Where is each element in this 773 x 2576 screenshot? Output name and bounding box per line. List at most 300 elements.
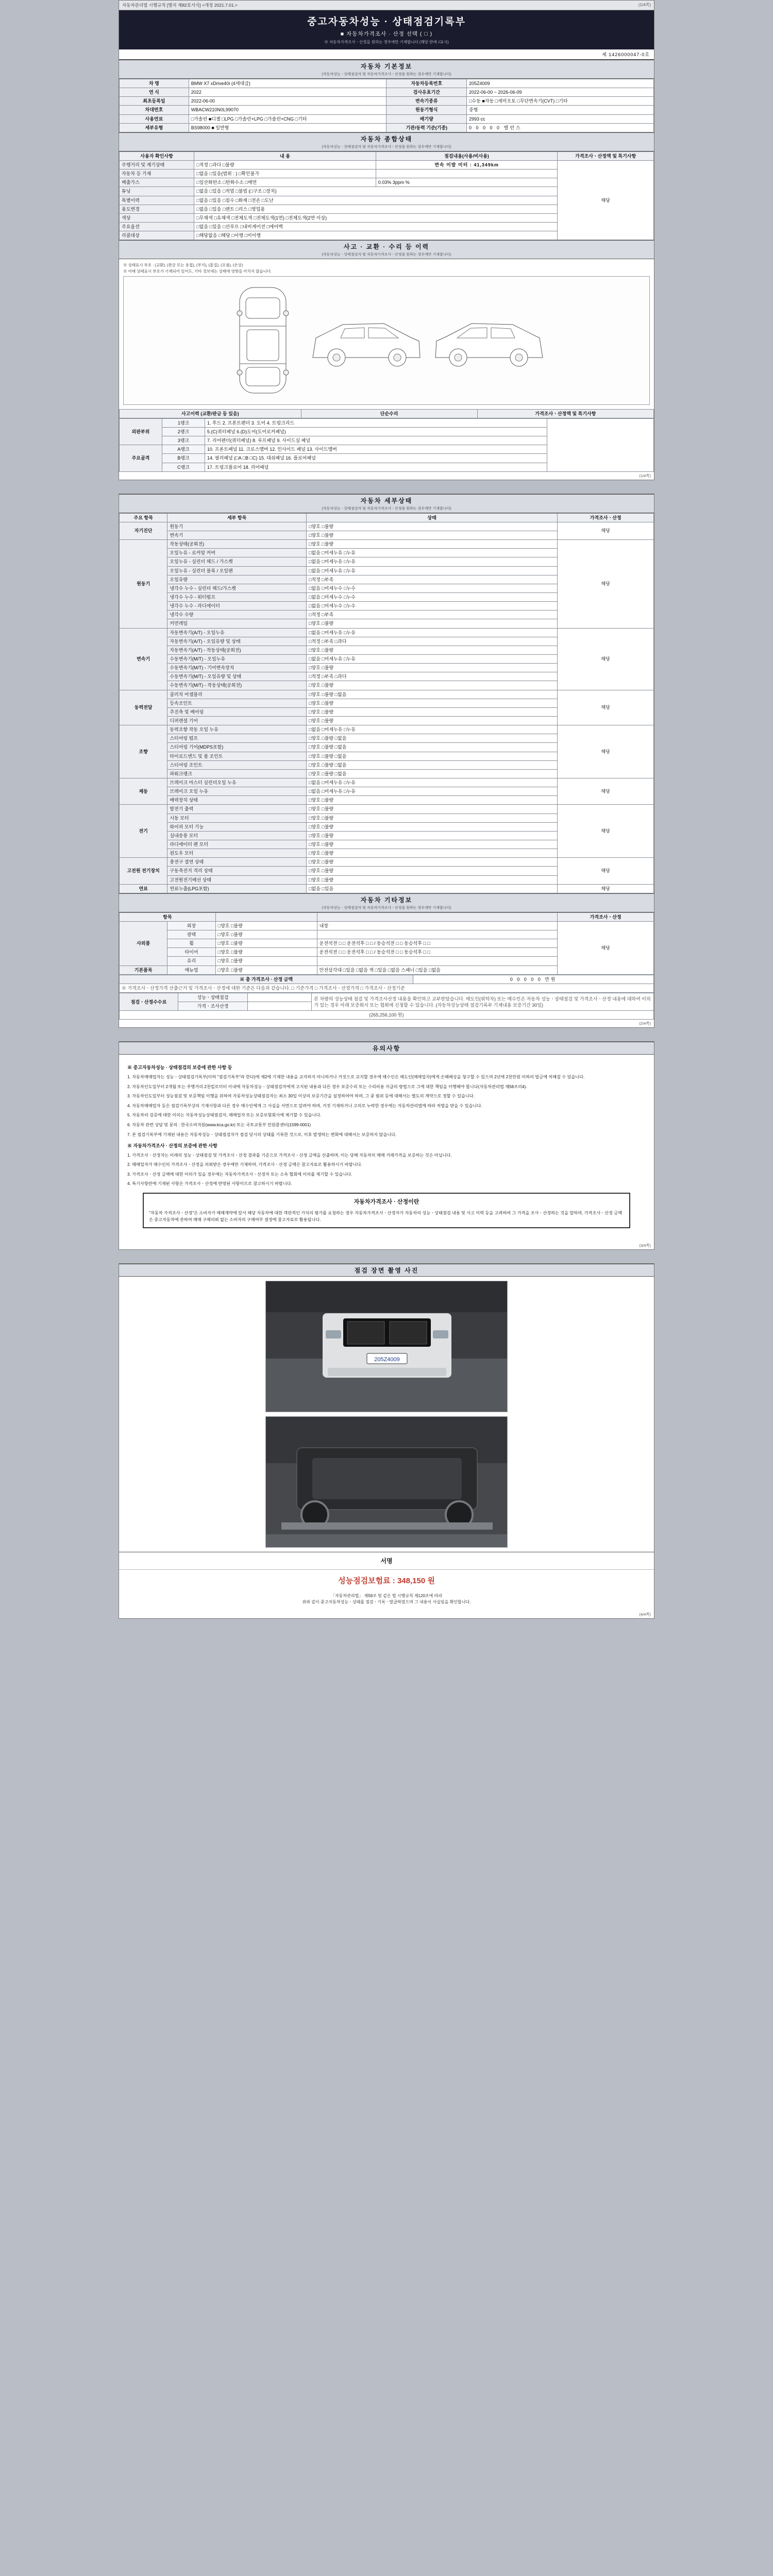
detail-item-state-1-6[interactable]: □없음 □미세누수 □누수: [306, 593, 557, 602]
price-definition-box: [143, 1193, 630, 1228]
detail-item-state-7-0[interactable]: □양호 □불량: [306, 858, 557, 867]
detail-item-name-6-5: 윈도우 모터: [167, 849, 307, 858]
overall-row-label-4: 특별이력: [120, 196, 194, 205]
overall-row-opts-4[interactable]: □없음 □있음 □침수 □화재 □전손 □도난: [194, 196, 558, 205]
detail-group-note-7: 해당: [558, 858, 654, 884]
detail-item-state-7-1[interactable]: □양호 □불량: [306, 867, 557, 875]
detail-item-state-2-3[interactable]: □없음 □미세누유 □누유: [306, 654, 557, 663]
other-item-name-5: 매뉴얼: [167, 965, 215, 974]
page-number-1: (1/4쪽): [638, 3, 651, 7]
detail-item-state-1-7[interactable]: □없음 □미세누수 □누수: [306, 602, 557, 611]
detail-item-name-6-3: 실내송풍 모터: [167, 831, 307, 840]
price-total-value: 0 0 0 0 0 만원: [413, 975, 654, 984]
detail-group-note-2: 해당: [558, 628, 654, 690]
insurance-fee-value: 348,150 원: [397, 1576, 435, 1585]
detail-item-state-2-2[interactable]: □양호 □불량: [306, 646, 557, 654]
detail-item-state-3-3[interactable]: □양호 □불량: [306, 716, 557, 725]
detail-item-name-1-2: 오일누유 - 실린더 헤드 / 가스켓: [167, 557, 307, 566]
value-displacement: 2993 cc: [467, 114, 654, 123]
photo-underbody-view: [265, 1416, 508, 1548]
fee-row-value-0: [247, 993, 311, 1002]
other-item-detail-3[interactable]: 운전석전 □ □ 운전석후 □ □ / 동승석전 □ □ 동승석후 □ □: [317, 948, 558, 957]
detail-group-note-3: 해당: [558, 690, 654, 725]
detail-item-name-1-9: 커먼레일: [167, 619, 307, 628]
insurance-fee-label: 성능점검보험료 :: [338, 1576, 395, 1585]
label-engine-model: 원동기형식: [386, 106, 467, 114]
overall-row-opts-0[interactable]: □적정 □과다 □불량: [194, 160, 376, 169]
notice-item-4: 5. 자동차의 검증에 대한 이의는 자동차성능상태점검자, 매매업자 또는 보증보험회사에 제기할 수 있습니다.: [127, 1113, 322, 1118]
section-basic-sub: (자동차성능ㆍ상태점검자 및 자동차가격조사ㆍ산정을 원하는 경우에만 기재합니다): [322, 73, 451, 76]
photo-section: [119, 1281, 654, 1548]
fee-table: [119, 993, 654, 1020]
document-title-block: [119, 10, 654, 49]
fee-row-label-0: 성능ㆍ상태점검: [178, 993, 248, 1002]
section-detail-sub: (자동차성능ㆍ상태점검자 및 자동차가격조사ㆍ산정을 원하는 경우에만 기재합니다): [322, 506, 451, 511]
detail-item-state-0-0[interactable]: □양호 □불량: [306, 522, 557, 531]
detail-item-state-3-0[interactable]: □양호 □불량 □없음: [306, 690, 557, 699]
table-row: [120, 690, 654, 699]
detail-item-state-6-5[interactable]: □양호 □불량: [306, 849, 557, 858]
notice-heading: ※ 중고자동차성능 · 상태점검의 보증에 관한 사항 등: [127, 1065, 232, 1071]
inspection-insurance-fee: [119, 1569, 654, 1591]
car-diagram-side-right: [430, 302, 549, 379]
detail-item-state-8-0[interactable]: □없음 □있음: [306, 884, 557, 893]
label-year: 연 식: [120, 88, 189, 97]
detail-item-state-1-5[interactable]: □없음 □미세누수 □누수: [306, 584, 557, 592]
table-row: [120, 418, 654, 427]
section-basic-title: 자동차 기본정보: [360, 63, 413, 70]
section-detail-header: [119, 494, 654, 513]
detail-item-state-1-0[interactable]: □양호 □불량: [306, 540, 557, 549]
overall-row-opts-6[interactable]: □무채색 □유채색 □전체도색 □전체도색(1면) □전체도색(2면 이상): [194, 213, 558, 222]
table-row: [120, 79, 654, 88]
title-subtitle: ■ 자동차가격조사 · 산정 선택 ( □ ): [340, 31, 433, 37]
overall-row-opts-5[interactable]: □없음 □있음 □렌트 □리스 □영업용: [194, 205, 558, 213]
detail-item-name-4-4: 스티어링 조인트: [167, 760, 307, 769]
detail-item-name-6-2: 와이퍼 모터 기능: [167, 822, 307, 831]
car-underbody-photo: [266, 1417, 508, 1548]
value-fuel: □가솔린 ■디젤 □LPG □가솔린+LPG □가솔린+CNG □기타: [189, 114, 386, 123]
table-header-row: [120, 409, 654, 418]
notice-item-5: 6. 자동차 관련 상담 및 문의 : 한국소비자원(www.kca.go.kr) 또는 국토교통부 민원콜센터(1599-0001): [127, 1122, 311, 1127]
panel-rank-4: B랭크: [162, 454, 205, 463]
section-accident-title: 사고 · 교환 · 수리 등 이력: [343, 243, 430, 251]
table-row: [120, 628, 654, 637]
detail-item-state-1-9[interactable]: □양호 □불량: [306, 619, 557, 628]
table-row: [120, 540, 654, 549]
detail-item-name-1-3: 오일누유 - 실린더 블록 / 오일팬: [167, 566, 307, 575]
table-row: [120, 725, 654, 734]
overall-row-label-7: 주요옵션: [120, 222, 194, 231]
value-vin: WBACW210N0L99070: [189, 106, 386, 114]
panel-rank-1: 2랭크: [162, 428, 205, 436]
notice-item-1: 2. 자동차인도일부터 2개월 또는 주행거리 2천킬로미터 이내에 자동차성능ㆍ상태점검자에게 고지된 내용과 다른 경우 보증수리 또는 수리비용 지급의 방법으로 그에 대한 책임을 이행해야 합니다(자동차관리법 제58조의4).: [127, 1084, 527, 1089]
detail-col-3: 상태: [306, 513, 557, 522]
detail-item-state-4-5[interactable]: □양호 □불량 □없음: [306, 769, 557, 778]
table-header-row: [120, 151, 654, 160]
value-engine-model: 중형: [467, 106, 654, 114]
other-table-body: [120, 921, 654, 974]
accident-col-mid: 단순수리: [301, 409, 477, 418]
detail-item-name-5-2: 배력장치 상태: [167, 796, 307, 805]
table-header-row: [120, 912, 654, 921]
accident-history-table: [119, 409, 654, 418]
panel-rank-0: 1랭크: [162, 418, 205, 427]
overall-row-opts-7[interactable]: □없음 □있음 □선루프 □내비게이션 □에어백: [194, 222, 558, 231]
photo-front-view: [265, 1281, 508, 1412]
accident-col-left: 사고이력 (교환/판금 등 있음): [120, 409, 301, 418]
overall-row-opts-8[interactable]: □해당없음 □해당 □이행 □미이행: [194, 231, 558, 240]
detail-item-state-3-1[interactable]: □양호 □불량: [306, 699, 557, 707]
page-footer-4: (4/4쪽): [639, 1612, 651, 1617]
detail-item-name-6-4: 라디에이터 팬 모터: [167, 840, 307, 849]
detail-item-name-7-0: 충전구 절연 상태: [167, 858, 307, 867]
price-summary-table: [119, 975, 654, 993]
table-row: [120, 88, 654, 97]
notice-sub-item-0: 1. 가격조사ㆍ산정자는 이래의 성능ㆍ상태점검 및 가격조사ㆍ산정 결과를 기준으로 가격조사ㆍ산정 금액을 산출하며, 이는 당해 자동차의 매매 거래가격을 보증하는 것은 아닙니다.: [127, 1153, 452, 1158]
detail-item-state-1-8[interactable]: □적정 □부족: [306, 611, 557, 619]
label-plate: 자동차등록번호: [386, 79, 467, 88]
other-item-state-4[interactable]: □양호 □불량: [215, 957, 317, 965]
detail-item-state-6-4[interactable]: □양호 □불량: [306, 840, 557, 849]
fee-description: 본 차량의 성능상태 점검 및 가격조사산정 내용을 확인하고 교부받았습니다. 매도인(위탁자) 또는 매수인은 자동차 성능ㆍ상태점검 및 가격조사ㆍ산정 내용에 대하여 이의가 있는 경우 아래 보증회사 또는 협회에 신청할 수 있습니다. (자동차성능상태 점검기록부 기재내용 보증기간 30일): [312, 993, 654, 1011]
detail-item-name-3-1: 등속조인트: [167, 699, 307, 707]
detail-group-note-4: 해당: [558, 725, 654, 778]
section-accident-header: [119, 240, 654, 259]
label-transmission: 변속기종류: [386, 97, 467, 106]
notice-item-0: 1. 자동차매매업자는 성능ㆍ상태점검기록부(이하 "점검기록부"라 한다)에 제2에 기재한 내용을 교지하지 아니하거나 거짓으로 교지할 경우에 매수인은 매도인(매매업자)에게 손해배상을 청구할 수 있으며 2년에 2천만원 이하의 벌금에 처해질 수 있습니다.: [127, 1075, 585, 1080]
other-item-name-3: 타이어: [167, 948, 215, 957]
other-group-0: 사외품: [120, 921, 167, 965]
label-detail-type: 세부유형: [120, 123, 189, 132]
detail-group-7: 고전원 전기장치: [120, 858, 167, 884]
page-3: [119, 1041, 654, 1249]
value-plate: 205Z4009: [467, 79, 654, 88]
notice-sub-item-2: 3. 가격조사ㆍ산정 금액에 대한 이의가 있을 경우에는 자동차가격조사ㆍ산정자 또는 소속 협회에 이의를 제기할 수 있습니다.: [127, 1172, 352, 1177]
other-item-name-2: 휠: [167, 939, 215, 948]
detail-item-name-6-1: 시동 모터: [167, 814, 307, 822]
other-item-state-2[interactable]: □양호 □불량: [215, 939, 317, 948]
detail-item-state-4-3[interactable]: □양호 □불량 □없음: [306, 752, 557, 760]
panel-items-5[interactable]: 17. 트렁크플로어 18. 리어패널: [205, 463, 547, 471]
panel-rank-5: C랭크: [162, 463, 205, 471]
other-item-state-1[interactable]: □양호 □불량: [215, 930, 317, 939]
page-footer-1: (1/4쪽): [639, 473, 651, 478]
other-item-name-0: 외장: [167, 921, 215, 930]
fee-row-label-1: 가격ㆍ조사산정: [178, 1002, 248, 1011]
panel-items-4[interactable]: 14. 필러패널 (□A □B □C) 15. 대쉬패널 16. 플로어패널: [205, 454, 547, 463]
other-item-detail-4[interactable]: [317, 957, 558, 965]
value-car-name: BMW X7 xDrive40i (4세대급): [189, 79, 386, 88]
notice-item-6: 7. 본 점검기록부에 기재된 내용은 자동차성능ㆍ상태점검자가 점검 당시의 상태를 기록한 것으로, 이후 발생하는 변화에 대해서는 보증하지 않습니다.: [127, 1132, 397, 1137]
value-first-reg: 2022-06-00: [189, 97, 386, 106]
overall-col-2: 내 용: [194, 151, 376, 160]
label-inspection-period: 검사유효기간: [386, 88, 467, 97]
price-definition-title: 자동차가격조사 · 산정이란: [354, 1199, 419, 1205]
detail-group-4: 조향: [120, 725, 167, 778]
other-group-5: 기본품목: [120, 965, 167, 974]
overall-state-table: [119, 151, 654, 240]
detail-item-state-5-1[interactable]: □없음 □미세누유 □누유: [306, 787, 557, 796]
accident-col-right: 가격조사ㆍ산정액 및 특기사항: [477, 409, 653, 418]
detail-item-name-3-3: 디퍼렌셜 기어: [167, 716, 307, 725]
detail-item-state-6-1[interactable]: □양호 □불량: [306, 814, 557, 822]
table-row: [120, 921, 654, 930]
other-item-detail-1[interactable]: [317, 930, 558, 939]
notice-sub-heading: ※ 자동차가격조사 · 산정의 보증에 관한 사항: [127, 1143, 217, 1149]
section-detail-title: 자동차 세부상태: [360, 497, 413, 504]
detail-item-name-2-5: 수동변속기(M/T) - 오일유량 및 상태: [167, 672, 307, 681]
detail-group-3: 동력전달: [120, 690, 167, 725]
fee-row-value-1: [247, 1002, 311, 1011]
value-year: 2022: [189, 88, 386, 97]
detail-item-state-4-0[interactable]: □없음 □미세누유 □누유: [306, 725, 557, 734]
table-row: [120, 97, 654, 106]
detail-group-note-8: 해당: [558, 884, 654, 893]
overall-row-opts-3[interactable]: □없음 □있음 □적법 □불법 (□구조 □장치): [194, 187, 558, 196]
section-accident-sub: (자동차성능ㆍ상태점검자 및 자동차가격조사ㆍ산정을 원하는 경우에만 기재합니다): [322, 253, 451, 257]
overall-row-label-8: 리콜대상: [120, 231, 194, 240]
other-item-detail-2[interactable]: 운전석전 □ □ 운전석후 □ □ / 동승석전 □ □ 동승석후 □ □: [317, 939, 558, 948]
detail-group-note-5: 해당: [558, 778, 654, 804]
detail-item-state-0-1[interactable]: □양호 □불량: [306, 531, 557, 540]
car-diagram-area: [123, 276, 650, 405]
section-other-title: 자동차 기타정보: [360, 896, 413, 904]
price-definition-body: "자동차 가격조사ㆍ산정"은 소비자가 매매계약에 앞서 해당 자동차에 대한 객관적인 가치의 평가를 요청하는 경우 자동차가격조사ㆍ산정자가 자동차의 성능ㆍ상태점검 내용 및 사고 이력 등을 고려하여 그 가격을 조사ㆍ산정하는 것을 말하며, 가격조사ㆍ산정 금액은 중고자동차에 관하여 매매 구매의뢰 없는 소비자의 구매여부 결정에 참고자료로 활용됩니다.: [149, 1210, 623, 1222]
overall-row-label-2: 배출가스: [120, 178, 194, 187]
detail-item-name-4-1: 스티어링 펌프: [167, 734, 307, 743]
table-header-row: [120, 513, 654, 522]
table-row: [120, 1011, 654, 1020]
section-basic-header: [119, 60, 654, 79]
detail-item-state-4-4[interactable]: □양호 □불량 □없음: [306, 760, 557, 769]
overall-row-label-6: 색상: [120, 213, 194, 222]
detail-item-name-2-0: 자동변속기(A/T) - 오일누유: [167, 628, 307, 637]
other-item-state-0[interactable]: □양호 □불량: [215, 921, 317, 930]
legal-footnote-line1: 「자동차관리법」 제58조 및 같은 법 시행규칙 제120조에 따라: [330, 1593, 443, 1598]
detail-item-state-3-2[interactable]: □양호 □불량: [306, 707, 557, 716]
detail-item-name-2-6: 수동변속기(M/T) - 작동상태(공회전): [167, 681, 307, 690]
basic-info-table: [119, 79, 654, 132]
signature-row: 서명: [119, 1552, 654, 1569]
overall-row-label-0: 주행거리 및 계기상태: [120, 160, 194, 169]
notice-sub-item-list: [127, 1152, 646, 1188]
detail-item-state-6-2[interactable]: □양호 □불량: [306, 822, 557, 831]
detail-item-state-4-2[interactable]: □양호 □불량 □없음: [306, 743, 557, 752]
other-col-2: [215, 912, 317, 921]
value-inspection-period: 2022-06-00 ~ 2026-06-09: [467, 88, 654, 97]
notice-item-3: 4. 자동차매매업자 등은 점검기록부상의 기재사항과 다른 경우 매수인에게 그 사실을 서면으로 알려야 하며, 거짓 기재하거나 고의로 누락한 경우에는 자동차관리법에 따라 처벌을 받을 수 있습니다.: [127, 1103, 482, 1108]
table-row: [120, 522, 654, 531]
page-topbar: [119, 1, 654, 10]
form-reference: 자동차관리법 시행규칙 [별지 제82호서식] <개정 2021.7.01.>: [122, 3, 238, 8]
notice-sub-item-3: 4. 특기사항란에 기재된 사항은 가격조사ㆍ산정에 반영된 사항이므로 참고하시기 바랍니다.: [127, 1181, 292, 1187]
section-other-header: [119, 893, 654, 912]
panel-rank-3: A랭크: [162, 445, 205, 454]
detail-item-name-4-5: 파워크랭크: [167, 769, 307, 778]
price-sub-note: ※ 가격조사ㆍ산정가격 산출근거 및 가격조사ㆍ산정에 대한 기준은 다음과 같습니다. □ 기준가격 □ 가격조사ㆍ산정가격 □ 가격조사ㆍ산정기준: [120, 984, 654, 992]
detail-item-state-2-5[interactable]: □적정 □부족 □과다: [306, 672, 557, 681]
detail-item-name-1-5: 냉각수 누수 - 실린더 헤드/가스켓: [167, 584, 307, 592]
detail-item-state-5-2[interactable]: □양호 □불량: [306, 796, 557, 805]
emission-values: 0.03% 3ppm %: [376, 178, 558, 187]
accident-diagram-wrap: [119, 259, 654, 409]
detail-item-name-1-8: 냉각수 수량: [167, 611, 307, 619]
detail-group-note-6: 해당: [558, 805, 654, 858]
other-col-1: 항목: [120, 912, 216, 921]
detail-item-name-0-0: 원동기: [167, 522, 307, 531]
detail-group-note-0: 해당: [558, 522, 654, 539]
detail-item-state-6-0[interactable]: □양호 □불량: [306, 805, 557, 814]
legal-footnote-line2: 위와 같이 중고자동차성능ㆍ상태를 점검ㆍ기록ㆍ발급하였으며 그 내용이 사실임을 확인합니다.: [302, 1599, 471, 1604]
detail-item-name-0-1: 변속기: [167, 531, 307, 540]
other-item-name-4: 유리: [167, 957, 215, 965]
detail-item-state-4-1[interactable]: □양호 □불량 □없음: [306, 734, 557, 743]
section-photo-header: [119, 1264, 654, 1277]
legal-footnote: [119, 1591, 654, 1611]
detail-item-name-1-0: 작동상태(공회전): [167, 540, 307, 549]
detail-item-name-4-0: 동력조향 작동 오일 누유: [167, 725, 307, 734]
table-row: [120, 123, 654, 132]
document-number: 제 1426000047-0호: [119, 49, 654, 60]
odometer-value: 변속 미발 미터 : 41,349km: [376, 160, 558, 169]
car-diagram-top-view: [224, 282, 301, 398]
detail-item-name-7-1: 구동축전지 격리 상태: [167, 867, 307, 875]
detail-item-name-1-4: 오일유량: [167, 575, 307, 584]
notice-body: [119, 1055, 654, 1241]
value-detail-type: BS98000 ■ 일반형: [189, 123, 386, 132]
panel-items-0[interactable]: 1. 후드 2. 프론트펜더 3. 도어 4. 트렁크리드: [205, 418, 547, 427]
page-footer-2: (2/4쪽): [639, 1021, 651, 1026]
section-notice-header: [119, 1042, 654, 1055]
detail-group-2: 변속기: [120, 628, 167, 690]
other-item-detail-0[interactable]: 내장: [317, 921, 558, 930]
panel-items-2[interactable]: 7. 리어펜더(쿼터패널) 8. 루프패널 9. 사이드실 패널: [205, 436, 547, 445]
table-row: [120, 993, 654, 1002]
detail-item-name-4-2: 스티어링 기어(MDPS포함): [167, 743, 307, 752]
detail-item-name-7-2: 고전원전기배선 상태: [167, 875, 307, 884]
detail-item-state-1-4[interactable]: □적정 □부족: [306, 575, 557, 584]
other-item-detail-5[interactable]: 안전삼각대 □있음 □없음 잭 □있음 □없음 스패너 □있음 □없음: [317, 965, 558, 974]
diagram-guide-1: ※ 상태표시 부호 : (교환), (판금 또는 용접), (부식), (흠집), (요철), (손상): [123, 263, 243, 268]
other-item-state-5[interactable]: □양호 □불량: [215, 965, 317, 974]
panel-rank-2: 3랭크: [162, 436, 205, 445]
panel-group-outer: 외판부위: [120, 418, 162, 445]
overall-col-1: 사용자 확인사항: [120, 151, 194, 160]
overall-row-opts-1[interactable]: □없음 □있음(범위 : ) □확인불가: [194, 170, 376, 178]
table-row: [120, 805, 654, 814]
table-row: [120, 160, 654, 169]
car-front-photo: [266, 1281, 508, 1412]
overall-row-label-5: 용도변경: [120, 205, 194, 213]
overall-row-opts-2[interactable]: □일산화탄소 □탄화수소 □매연: [194, 178, 376, 187]
detail-group-note-1: 해당: [558, 540, 654, 628]
detail-item-name-1-7: 냉각수 누수 - 라디에이터: [167, 602, 307, 611]
overall-col-4: 가격조사ㆍ산정액 및 특기사항: [558, 151, 654, 160]
detail-item-name-5-0: 브레이크 마스터 실린더오일 누유: [167, 778, 307, 787]
fee-note: (265,256,100 원): [120, 1011, 654, 1020]
detail-item-state-2-1[interactable]: □적정 □부족 □과다: [306, 637, 557, 646]
detail-item-state-6-3[interactable]: □양호 □불량: [306, 831, 557, 840]
section-overall-header: [119, 132, 654, 151]
label-first-reg: 최초등록일: [120, 97, 189, 106]
label-fuel: 사용연료: [120, 114, 189, 123]
detail-item-state-1-1[interactable]: □없음 □미세누유 □누유: [306, 549, 557, 557]
page-footer-3: (3/4쪽): [639, 1243, 651, 1248]
other-item-state-3[interactable]: □양호 □불량: [215, 948, 317, 957]
table-row: [120, 778, 654, 787]
section-overall-sub: (자동차성능ㆍ상태점검자 및 자동차가격조사ㆍ산정을 원하는 경우에만 기재합니다): [322, 145, 451, 149]
detail-item-name-1-6: 냉각수 누수 - 워터펌프: [167, 593, 307, 602]
detail-group-6: 전기: [120, 805, 167, 858]
detail-item-state-1-2[interactable]: □없음 □미세누유 □누유: [306, 557, 557, 566]
detail-item-name-2-2: 자동변속기(A/T) - 작동상태(공회전): [167, 646, 307, 654]
table-row: [120, 975, 654, 984]
detail-col-1: 주요 항목: [120, 513, 167, 522]
panel-items-1[interactable]: 5.(C)쿼터패널 6.(D)도어(도어로커패널): [205, 428, 547, 436]
table-row: [120, 106, 654, 114]
page-1: [119, 0, 654, 480]
detail-item-state-7-2[interactable]: □양호 □불량: [306, 875, 557, 884]
detail-item-state-2-4[interactable]: □양호 □불량: [306, 664, 557, 672]
overall-price-note: 해당: [558, 160, 654, 240]
section-photo-title: 점검 장면 촬영 사진: [354, 1266, 419, 1274]
other-price-note: 해당: [558, 921, 654, 974]
detail-table-body: [120, 522, 654, 893]
detail-group-1: 원동기: [120, 540, 167, 628]
panel-rank-table: [119, 418, 654, 472]
overall-row-label-1: 자동차 등 기재: [120, 170, 194, 178]
panel-items-3[interactable]: 10. 프론트패널 11. 크로스멤버 12. 인사이드 패널 13. 사이드멤버: [205, 445, 547, 454]
svg-text:205Z4009: 205Z4009: [374, 1356, 400, 1363]
label-grade: 기관/동력 기준(기종): [386, 123, 467, 132]
label-vin: 차대번호: [120, 106, 189, 114]
other-item-name-1: 광택: [167, 930, 215, 939]
table-row: [120, 114, 654, 123]
page-title: 중고자동차성능 · 상태점검기록부: [307, 16, 466, 27]
notice-item-2: 3. 자동차인도일부터 성능점검 및 보증책임 이행을 위하여 자동차성능상태점검자는 최소 30일 이상의 보증기간을 설정하여야 하며, 그 중 범위 등에 대해서는 별도의 계약으로 정할 수 있습니다.: [127, 1094, 475, 1099]
detail-item-name-8-0: 연료누출(LPG포함): [167, 884, 307, 893]
section-other-sub: (자동차성능ㆍ상태점검자 및 자동차가격조사ㆍ산정을 원하는 경우에만 기재합니다): [322, 906, 451, 910]
title-note: ※ 자동차가격조사ㆍ산정을 원하는 경우에만 기재합니다 (해당 란에 √표시): [324, 40, 449, 44]
detail-item-state-5-0[interactable]: □없음 □미세누유 □누유: [306, 778, 557, 787]
detail-group-0: 자기진단: [120, 522, 167, 539]
detail-group-5: 제동: [120, 778, 167, 804]
section-overall-title: 자동차 종합상태: [360, 135, 413, 143]
panel-group-frame: 주요골격: [120, 445, 162, 471]
detail-item-name-3-2: 추진축 및 베어링: [167, 707, 307, 716]
fee-label: 점검ㆍ산정수수료: [120, 993, 178, 1011]
other-info-table: [119, 912, 654, 975]
detail-group-8: 연료: [120, 884, 167, 893]
table-row: [120, 858, 654, 867]
other-col-4: 가격조사ㆍ산정: [558, 912, 654, 921]
section-notice-title: 유의사항: [372, 1045, 401, 1053]
detail-item-state-1-3[interactable]: □없음 □미세누유 □누유: [306, 566, 557, 575]
label-car-name: 차 명: [120, 79, 189, 88]
accident-price-note: [547, 418, 653, 471]
detail-col-4: 가격조사ㆍ산정: [558, 513, 654, 522]
detail-item-state-2-6[interactable]: □양호 □불량: [306, 681, 557, 690]
detail-item-name-5-1: 브레이크 오일 누유: [167, 787, 307, 796]
detail-item-state-2-0[interactable]: □없음 □미세누유 □누유: [306, 628, 557, 637]
value-transmission: □수동 ■자동 □세미오토 □무단변속기(CVT) □기타: [467, 97, 654, 106]
detail-item-name-4-3: 타이로드엔드 및 볼 조인트: [167, 752, 307, 760]
notice-item-list: [127, 1074, 646, 1138]
price-head: ※ 총 가격조사 · 산정 금액: [120, 975, 413, 984]
detail-item-name-2-4: 수동변속기(M/T) - 기어변속장치: [167, 664, 307, 672]
diagram-guide-2: ※ 아래 상태표시 부호가 기재되어 있어도, 기타 정보에는 상태에 영향을 미치지 않습니다.: [123, 268, 272, 274]
